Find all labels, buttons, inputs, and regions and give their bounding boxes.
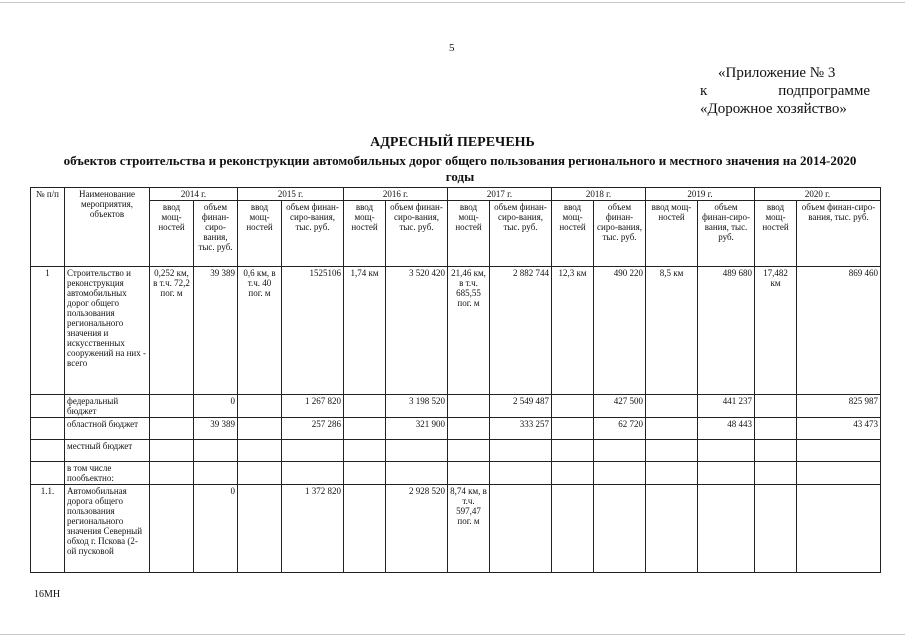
appendix-line-2-left: к <box>700 83 708 99</box>
cell-finance: 39 389 <box>194 267 238 395</box>
row-number <box>31 418 65 440</box>
cell-finance <box>594 440 646 462</box>
cell-finance <box>194 462 238 485</box>
cell-finance: 39 389 <box>194 418 238 440</box>
document-subtitle: объектов строительства и реконструкции автомобильных дорог общего пользования регионального и местного значения на 2014-2020 годы <box>63 153 857 184</box>
cell-finance: 3 198 520 <box>386 395 448 418</box>
appendix-line-3: «Дорожное хозяйство» <box>700 101 847 117</box>
cell-input <box>646 485 698 573</box>
cell-finance <box>386 462 448 485</box>
appendix-line-2 <box>700 82 870 100</box>
cell-input <box>552 418 594 440</box>
cell-input <box>344 418 386 440</box>
cell-input: 0,6 км, в т.ч. 40 пог. м <box>238 267 282 395</box>
table-row <box>31 267 881 395</box>
cell-finance: 2 549 487 <box>490 395 552 418</box>
cell-input <box>448 462 490 485</box>
header-year-2019: 2019 г. <box>646 188 755 201</box>
cell-finance: 1 267 820 <box>282 395 344 418</box>
header-number: № п/п <box>31 188 65 267</box>
cell-input <box>238 418 282 440</box>
cell-input: 1,74 км <box>344 267 386 395</box>
subheader-finance: объем финан-сиро-вания, тыс. руб. <box>282 201 344 267</box>
subheader-finance: объем финан-сиро-вания, тыс. руб. <box>594 201 646 267</box>
row-number <box>31 462 65 485</box>
cell-input <box>150 462 194 485</box>
cell-input <box>646 440 698 462</box>
header-year-2020: 2020 г. <box>755 188 881 201</box>
cell-input <box>238 462 282 485</box>
header-year-2016: 2016 г. <box>344 188 448 201</box>
header-year-2017: 2017 г. <box>448 188 552 201</box>
subheader-input: ввод мощ-ностей <box>150 201 194 267</box>
subheader-finance: объем финан-сиро-вания, тыс. руб. <box>698 201 755 267</box>
cell-input <box>448 395 490 418</box>
cell-input: 21,46 км, в т.ч. 685,55 пог. м <box>448 267 490 395</box>
subheader-finance: объем финан-сиро-вания, тыс. руб. <box>490 201 552 267</box>
cell-input <box>755 462 797 485</box>
cell-finance <box>282 440 344 462</box>
header-year-2015: 2015 г. <box>238 188 344 201</box>
cell-input <box>344 485 386 573</box>
cell-finance <box>797 462 881 485</box>
address-list-table <box>30 187 881 573</box>
cell-input <box>150 440 194 462</box>
cell-finance: 43 473 <box>797 418 881 440</box>
appendix-line-2-right: подпрограмме <box>778 83 870 99</box>
row-name: областной бюджет <box>65 418 150 440</box>
row-name: Автомобильная дорога общего пользования регионального значения Северный обход г. Пскова (2-ой пусковой <box>65 485 150 573</box>
document-title: АДРЕСНЫЙ ПЕРЕЧЕНЬ <box>370 135 535 150</box>
cell-finance: 490 220 <box>594 267 646 395</box>
scan-bottom-edge <box>0 634 905 635</box>
row-name: Строительство и реконструкция автомобильных дорог общего пользования регионального значения и искусственных сооружений на них - всего <box>65 267 150 395</box>
cell-input <box>755 485 797 573</box>
cell-input: 0,252 км, в т.ч. 72,2 пог. м <box>150 267 194 395</box>
cell-finance: 333 257 <box>490 418 552 440</box>
cell-finance <box>490 485 552 573</box>
cell-finance <box>386 440 448 462</box>
row-number: 1.1. <box>31 485 65 573</box>
cell-input <box>238 395 282 418</box>
cell-input <box>755 418 797 440</box>
cell-input <box>552 485 594 573</box>
header-name: Наименование мероприятия, объектов <box>65 188 150 267</box>
subheader-finance: объем финан-сиро-вания, тыс. руб. <box>194 201 238 267</box>
cell-input <box>755 395 797 418</box>
cell-finance <box>797 440 881 462</box>
cell-input <box>646 395 698 418</box>
cell-finance: 2 882 744 <box>490 267 552 395</box>
table-row <box>31 440 881 462</box>
row-number <box>31 440 65 462</box>
header-year-2018: 2018 г. <box>552 188 646 201</box>
cell-finance: 321 900 <box>386 418 448 440</box>
cell-input <box>344 440 386 462</box>
cell-input <box>238 485 282 573</box>
cell-finance <box>282 462 344 485</box>
cell-finance <box>698 462 755 485</box>
cell-finance: 1 372 820 <box>282 485 344 573</box>
cell-finance <box>698 440 755 462</box>
row-number <box>31 395 65 418</box>
subheader-input: ввод мощ-ностей <box>755 201 797 267</box>
appendix-line-1: «Приложение № 3 <box>718 65 836 81</box>
table-row <box>31 418 881 440</box>
appendix-reference <box>700 64 870 118</box>
subheader-input: ввод мощ-ностей <box>646 201 698 267</box>
cell-input <box>238 440 282 462</box>
table-row <box>31 485 881 573</box>
row-name: в том числе пообъектно: <box>65 462 150 485</box>
cell-input <box>344 462 386 485</box>
cell-input <box>552 395 594 418</box>
cell-finance: 48 443 <box>698 418 755 440</box>
cell-finance: 0 <box>194 395 238 418</box>
cell-finance: 825 987 <box>797 395 881 418</box>
cell-finance <box>490 462 552 485</box>
subheader-input: ввод мощ-ностей <box>552 201 594 267</box>
row-name: местный бюджет <box>65 440 150 462</box>
cell-input <box>755 440 797 462</box>
cell-input <box>150 395 194 418</box>
subheader-input: ввод мощ-ностей <box>448 201 490 267</box>
cell-input <box>552 440 594 462</box>
subheader-input: ввод мощ-ностей <box>344 201 386 267</box>
cell-input <box>344 395 386 418</box>
cell-finance: 427 500 <box>594 395 646 418</box>
cell-input: 8,74 км, в т.ч. 597,47 пог. м <box>448 485 490 573</box>
subheader-finance: объем финан-сиро-вания, тыс. руб. <box>797 201 881 267</box>
cell-input <box>448 440 490 462</box>
table-row <box>31 395 881 418</box>
page-number: 5 <box>449 42 455 54</box>
cell-input: 17,482 км <box>755 267 797 395</box>
cell-finance: 489 680 <box>698 267 755 395</box>
footer-document-code: 16МН <box>34 589 61 600</box>
cell-input <box>646 418 698 440</box>
cell-input <box>552 462 594 485</box>
cell-finance: 1525106 <box>282 267 344 395</box>
cell-finance <box>698 485 755 573</box>
cell-finance <box>194 440 238 462</box>
cell-finance: 62 720 <box>594 418 646 440</box>
cell-finance: 441 237 <box>698 395 755 418</box>
header-year-2014: 2014 г. <box>150 188 238 201</box>
cell-input: 12,3 км <box>552 267 594 395</box>
cell-finance: 0 <box>194 485 238 573</box>
row-number: 1 <box>31 267 65 395</box>
cell-finance: 257 286 <box>282 418 344 440</box>
cell-input: 8,5 км <box>646 267 698 395</box>
cell-finance: 869 460 <box>797 267 881 395</box>
cell-finance <box>594 485 646 573</box>
cell-input <box>646 462 698 485</box>
cell-finance <box>490 440 552 462</box>
table-row <box>31 462 881 485</box>
subheader-finance: объем финан-сиро-вания, тыс. руб. <box>386 201 448 267</box>
cell-finance: 3 520 420 <box>386 267 448 395</box>
cell-finance <box>594 462 646 485</box>
subheader-input: ввод мощ-ностей <box>238 201 282 267</box>
cell-finance: 2 928 520 <box>386 485 448 573</box>
cell-input <box>150 418 194 440</box>
row-name: федеральный бюджет <box>65 395 150 418</box>
cell-input <box>150 485 194 573</box>
cell-finance <box>797 485 881 573</box>
cell-input <box>448 418 490 440</box>
scan-top-edge <box>0 2 905 3</box>
